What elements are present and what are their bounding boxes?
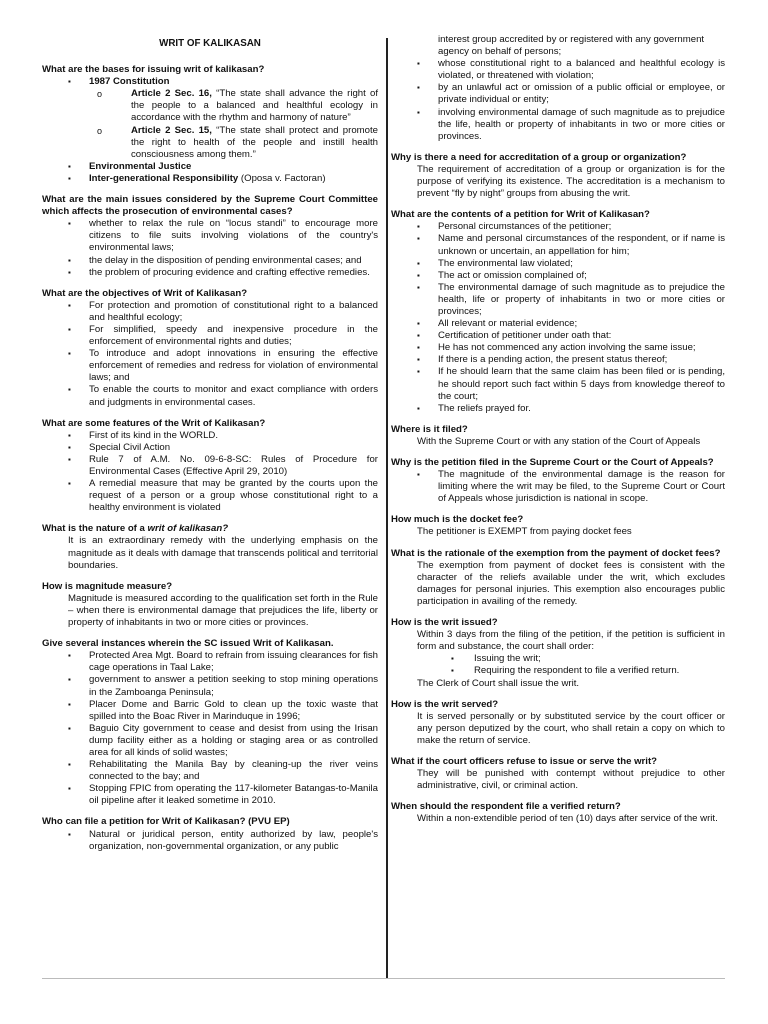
section-docket (391, 514, 725, 538)
article-text: “The state shall protect and promote the right to health of the people and instill health consciousness among them.” (131, 124, 379, 160)
question-bases: What are the bases for issuing writ of kalikasan? (42, 64, 265, 76)
question-rationale: What is the rationale of the exemption from the payment of docket fees? (391, 547, 721, 559)
section-magnitude (42, 581, 378, 629)
section-contents (391, 209, 725, 415)
bottom-rule (42, 978, 725, 979)
list-item: ▪ First of its kind in the WORLD. (42, 430, 378, 442)
section-issues (42, 194, 378, 279)
question-refuse: What if the court officers refuse to issue or serve the writ? (391, 755, 658, 767)
answer-served: It is served personally or by substituted service by the court officer or any person deputized by the court, who shall retain a copy on which to make the return of service. (417, 710, 725, 746)
list-item: ▪ If he should learn that the same claim has been filed or is pending, he should report such fact within 5 days from knowledge thereof to the court; (391, 366, 725, 402)
who-criteria-list (391, 58, 725, 143)
section-who-continued (391, 34, 725, 143)
section-served (391, 699, 725, 747)
answer-refuse: They will be punished with contempt without prejudice to other administrative, civil, or criminal action. (417, 768, 725, 792)
list-item: ▪ 1987 Constitution (42, 76, 378, 88)
question-accreditation: Why is there a need for accreditation of a group or organization? (391, 151, 687, 163)
question-objectives: What are the objectives of Writ of Kalikasan? (42, 287, 248, 299)
section-where (391, 424, 725, 448)
objectives-list (42, 300, 378, 409)
answer-issued: Within 3 days from the filing of the petition, if the petition is sufficient in form and substance, the court shall order: (417, 629, 725, 653)
list-item: ▪ If there is a pending action, the present status thereof; (391, 354, 725, 366)
list-item: ▪ by an unlawful act or omission of a public official or employee, or private individual or entity; (391, 82, 725, 106)
section-why-sc (391, 457, 725, 505)
list-item: ▪ government to answer a petition seeking to stop mining operations in the Zamboanga Peninsula; (42, 674, 378, 698)
features-list (42, 430, 378, 515)
list-item: ▪ Environmental Justice (42, 161, 378, 173)
list-item (42, 125, 378, 161)
list-item: ▪ the delay in the disposition of pending environmental cases; and (42, 255, 378, 267)
answer-magnitude: Magnitude is measured according to the qualification set forth in the Rule – when there is environmental damage that prejudices the life, liberty or property of inhabitants in two or more cities or provinces. (68, 592, 378, 629)
section-instances (42, 638, 378, 807)
answer-rationale: The exemption from payment of docket fees is consistent with the character of the reliefs available under the writ, which excludes damages for personal injuries. This exemption also encourages public participation in availing of the remedy. (417, 559, 725, 607)
question-served: How is the writ served? (391, 698, 499, 710)
section-objectives (42, 288, 378, 409)
case-citation: (Oposa v. Factoran) (238, 172, 326, 184)
section-who (42, 816, 378, 852)
left-column (42, 34, 378, 862)
list-item: ▪ He has not commenced any action involving the same issue; (391, 342, 725, 354)
section-issued (391, 617, 725, 690)
list-item: ▪ whether to relax the rule on “locus standi” to encourage more citizens to file suits involving violations of the country's environmental laws; (42, 218, 378, 254)
question-docket: How much is the docket fee? (391, 514, 524, 526)
list-item: ▪ The act or omission complained of; (391, 270, 725, 282)
answer-accreditation: The requirement of accreditation of a group or organization is for the purpose of verifying its existence. The accreditation is a mechanism to prevent “fly by night” groups from abusing the writ. (417, 163, 725, 200)
list-item: ▪ All relevant or material evidence; (391, 318, 725, 330)
answer-nature: It is an extraordinary remedy with the underlying emphasis on the magnitude as it deals with damage that transcends political and territorial boundaries. (68, 535, 378, 571)
answer-issued-after: The Clerk of Court shall issue the writ. (417, 677, 580, 689)
list-item: ▪ Protected Area Mgt. Board to refrain from issuing clearances for fish cage operations in Taal Lake; (42, 650, 378, 674)
question-prefix: What is the nature of a (42, 523, 148, 535)
basis-label: Inter-generational Responsibility (89, 172, 239, 184)
list-item: ▪ Natural or juridical person, entity authorized by law, people's organization, non-governmental organization, or any public (42, 829, 378, 853)
right-column (391, 34, 725, 834)
who-list (42, 829, 378, 853)
list-item: ▪ the problem of procuring evidence and crafting effective remedies. (42, 267, 378, 279)
section-accreditation (391, 152, 725, 200)
issues-list (42, 218, 378, 278)
list-item: ▪ Personal circumstances of the petitioner; (391, 221, 725, 233)
question-contents: What are the contents of a petition for Writ of Kalikasan? (391, 209, 650, 221)
list-item: ▪ whose constitutional right to a balanced and healthful ecology is violated, or threatened with violation; (391, 58, 725, 82)
list-item: ▪ Name and personal circumstances of the respondent, or if name is unknown or uncertain, an appellation for him; (391, 233, 725, 257)
why-sc-list (391, 469, 725, 505)
list-item: ▪ To introduce and adopt innovations in ensuring the effective enforcement of remedies and redress for violation of environmental laws; and (42, 348, 378, 384)
contents-list (391, 221, 725, 415)
list-item: ▪ For simplified, speedy and inexpensive procedure in the enforcement of environmental rights and duties; (42, 324, 378, 348)
question-who: Who can file a petition for Writ of Kalikasan? (PVU EP) (42, 816, 290, 828)
article-label: Article 2 Sec. 15, (131, 124, 212, 136)
list-item: ▪ The reliefs prayed for. (391, 403, 725, 415)
question-instances: Give several instances wherein the SC issued Writ of Kalikasan. (42, 638, 334, 650)
question-issues: What are the main issues considered by the Supreme Court Committee which affects the prosecution of environmental cases? (42, 194, 378, 218)
question-italic: writ of kalikasan? (147, 523, 229, 535)
list-item: ▪ Baguio City government to cease and desist from using the Irisan dump facility either as a holding or staging area or as controlled area for all kinds of solid wastes; (42, 723, 378, 759)
list-item: ▪ Stopping FPIC from operating the 117-kilometer Batangas-to-Manila oil pipeline after it leaked sometime in 2010. (42, 783, 378, 807)
document-title: WRIT OF KALIKASAN (159, 38, 261, 49)
continued-text: interest group accredited by or registered with any government agency on behalf of persons; (438, 34, 705, 58)
list-item: ▪ Rehabilitating the Manila Bay by cleaning-up the river veins connected to the bay; and (42, 759, 378, 783)
list-item: ▪ Certification of petitioner under oath that: (391, 330, 725, 342)
section-features (42, 418, 378, 515)
list-item: ▪ Issuing the writ; (391, 653, 725, 665)
section-return (391, 801, 725, 825)
answer-where: With the Supreme Court or with any station of the Court of Appeals (417, 435, 701, 447)
section-refuse (391, 756, 725, 792)
article-label: Article 2 Sec. 16, (131, 88, 212, 100)
section-rationale (391, 548, 725, 608)
list-item: ▪ To enable the courts to monitor and exact compliance with orders and judgments in environmental cases. (42, 384, 378, 408)
question-nature (42, 523, 378, 535)
answer-docket: The petitioner is EXEMPT from paying docket fees (417, 526, 632, 538)
bases-list (42, 76, 378, 185)
instances-list (42, 650, 378, 807)
section-bases (42, 64, 378, 185)
list-item: ▪ Special Civil Action (42, 442, 378, 454)
section-nature (42, 523, 378, 571)
question-why-sc: Why is the petition filed in the Supreme Court or the Court of Appeals? (391, 457, 714, 468)
question-issued: How is the writ issued? (391, 617, 498, 629)
issued-list (391, 653, 725, 677)
list-item: ▪ For protection and promotion of constitutional right to a balanced and healthful ecology; (42, 300, 378, 324)
list-item: ▪ involving environmental damage of such magnitude as to prejudice the life, health or property of inhabitants in two or more cities or provinces. (391, 107, 725, 143)
question-return: When should the respondent file a verified return? (391, 801, 621, 813)
column-divider (386, 38, 388, 978)
list-item: ▪ The environmental law violated; (391, 258, 725, 270)
list-item: ▪ The magnitude of the environmental damage is the reason for limiting where the writ may be filed, to the Supreme Court or Court of Appeals whose jurisdiction is national in scope. (391, 469, 725, 505)
answer-return: Within a non-extendible period of ten (10) days after service of the writ. (417, 813, 718, 825)
list-item: ▪ Requiring the respondent to file a verified return. (391, 665, 725, 677)
list-item: ▪ Rule 7 of A.M. No. 09-6-8-SC: Rules of Procedure for Environmental Cases (Effective April 29, 2010) (42, 454, 378, 478)
list-item: ▪ Placer Dome and Barric Gold to clean up the toxic waste that spilled into the Boac River in Marinduque in 1996; (42, 699, 378, 723)
list-item (42, 173, 378, 185)
list-item: ▪ The environmental damage of such magnitude as to prejudice the health, life or property of inhabitants in two or more cities or provinces; (391, 282, 725, 318)
list-item (42, 88, 378, 124)
list-item: ▪ A remedial measure that may be granted by the courts upon the request of a person or a group whose constitutional right to a healthy environment is violated (42, 478, 378, 514)
question-features: What are some features of the Writ of Kalikasan? (42, 417, 266, 429)
article-text: “The state shall advance the right of the people to a balanced and healthful ecology in accordance with the rhythm and harmony of nature” (131, 88, 379, 124)
question-magnitude: How is magnitude measure? (42, 580, 173, 592)
question-where: Where is it filed? (391, 423, 468, 435)
